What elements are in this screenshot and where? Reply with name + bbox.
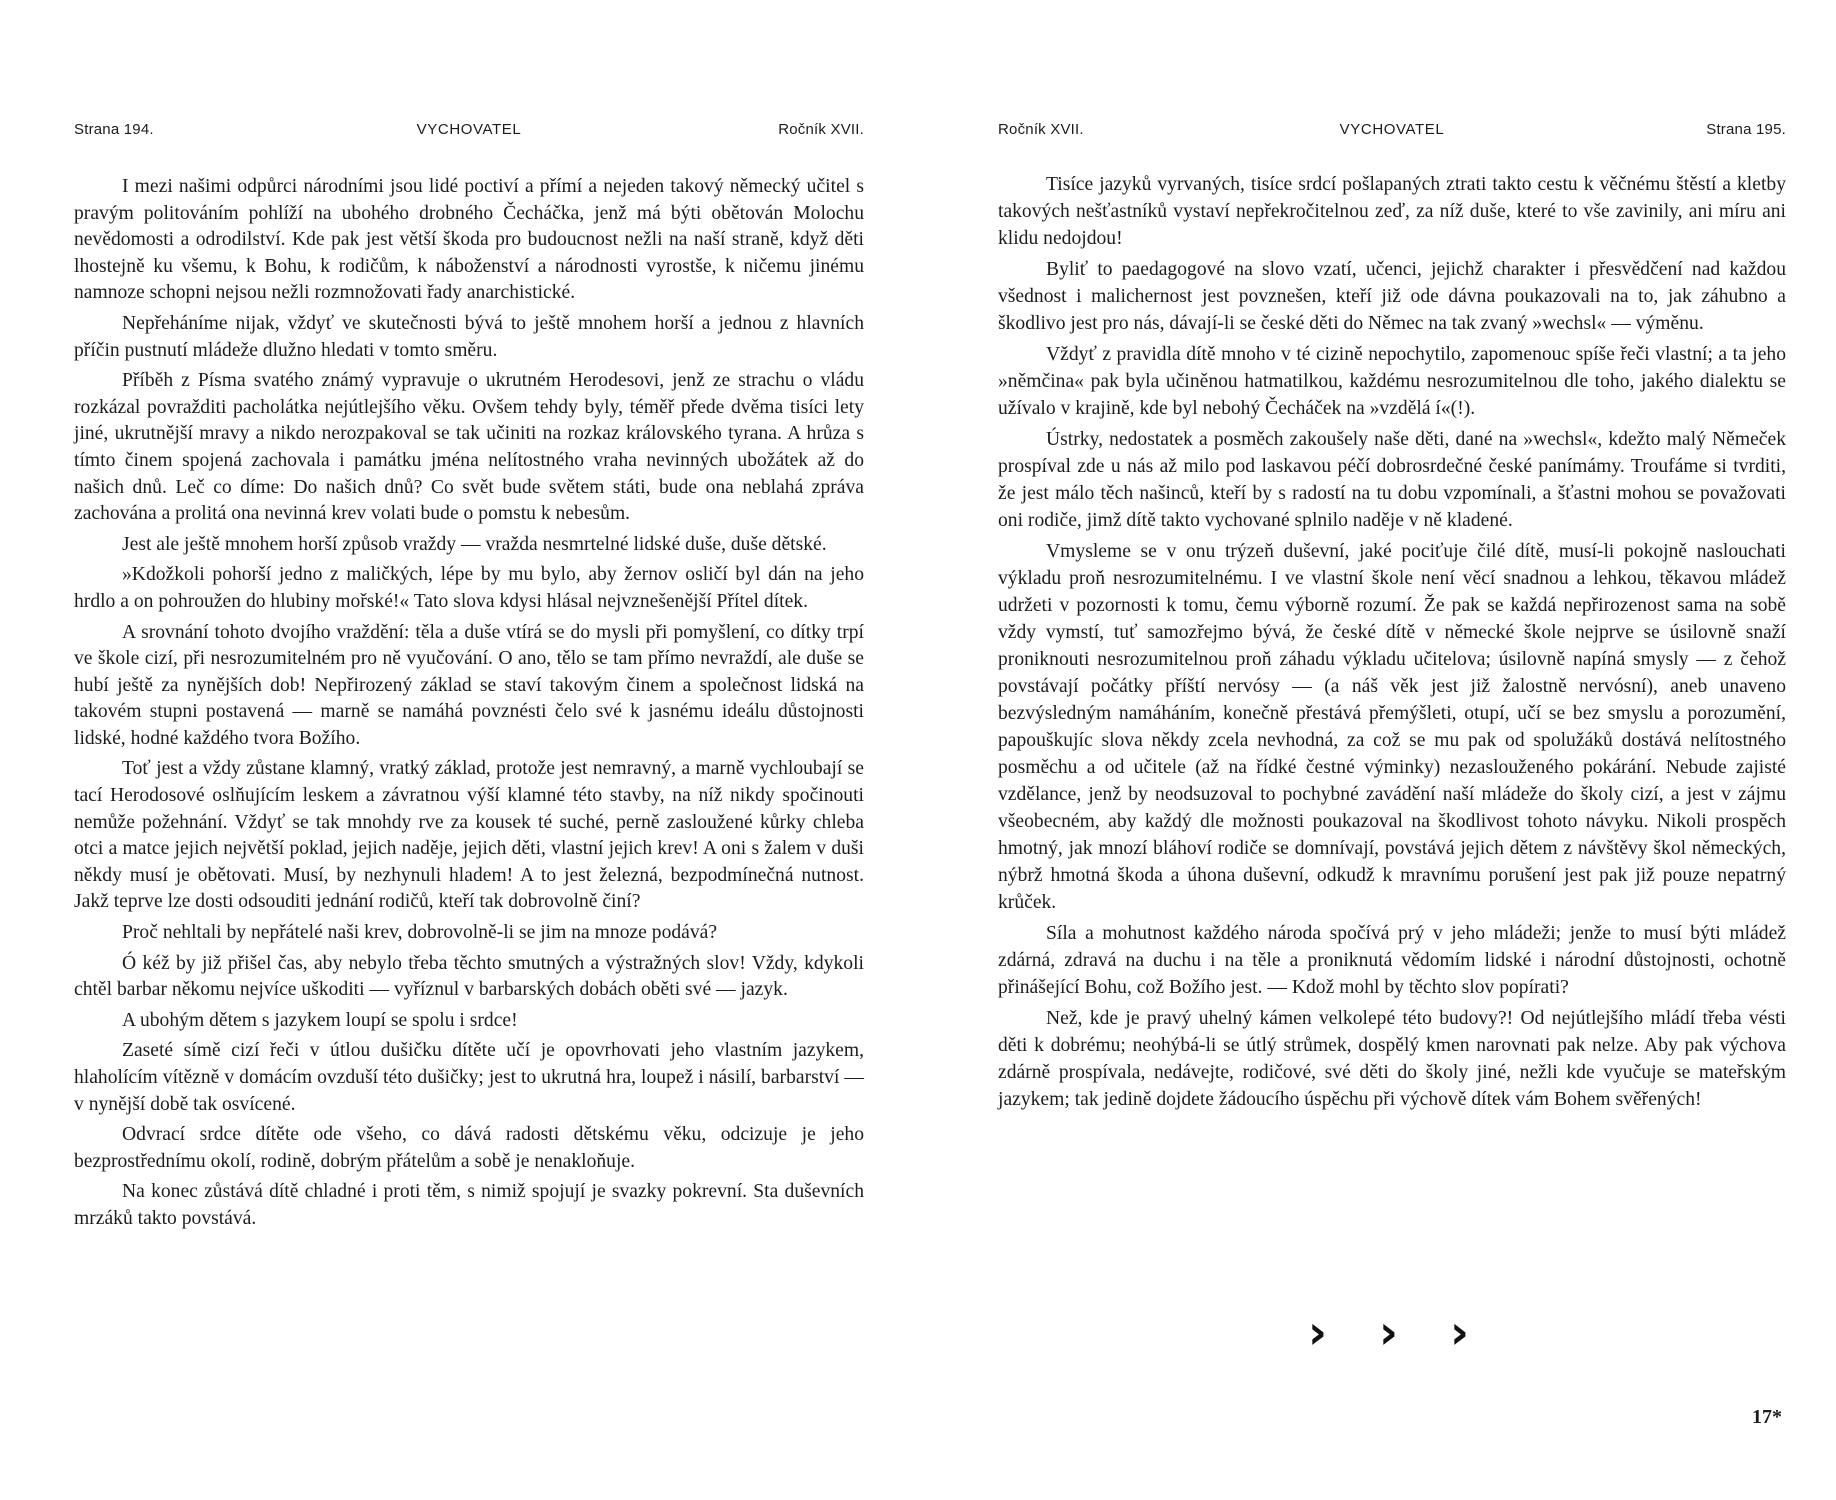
left-paragraph: Toť jest a vždy zůstane klamný, vratký základ, protože jest nemravný, a marně vychloubají se tací Herodosové oslňujícím leskem a závratnou výší klamné této stavby, na níž nikdy spočinouti nemůže požehnání. Vždyť se tak mnohdy rve za kousek té suché, perně zasloužené kůrky chleba otci a matce jejich největší poklad, jejich naděje, jejich děti, vlastní jejich krev! A oni s žalem v duši někdy musí je obětovati. Musí, by nezhynuli hladem! A to jest železná, bezpodmínečná nutnost. Jakž teprve lze dosti odsouditi jednání rodičů, kteří tak dobrovolně činí? [74,758,864,913]
left-body-text [74,174,864,1237]
left-volume: Ročník XVII. [778,121,864,138]
right-paragraph: Než, kde je pravý uhelný kámen velkolepé této budovy?! Od nejútlejšího mládí třeba vésti děti k dobrému; neohýbá-li se útlý strůmek, dospělý kmen narovnati pak nelze. Aby pak výchova zdárně prospívala, nedávejte, rodičové, své děti do školy jiné, nežli kde vyučuje se mateřským jazykem; tak jedině dojdete žádoucího úspěchu při výchově dítek vám Bohem svěřených! [998,1008,1786,1110]
right-paragraph: Tisíce jazyků vyrvaných, tisíce srdcí pošlapaných ztrati takto cestu k věčnému štěstí a kletby takových nešťastníků vystaví nepřekročitelnou zeď, za níž duše, které to vše zavinily, ani míru ani klidu nedojdou! [998,174,1786,249]
left-page-number: Strana 194. [74,121,154,138]
right-paragraph: Vždyť z pravidla dítě mnoho v té cizině nepochytilo, zapomenouc spíše řeči vlastní; a ta jeho »němčina« pak byla učiněnou hatmatilkou, každému nesrozumitelnou dle toho, jakého dialektu se užívalo v krajině, kde byl nebohý Čecháček na »vzdělá í«(!). [998,344,1786,419]
left-paragraph: I mezi našimi odpůrci národními jsou lidé poctiví a přímí a nejeden takový německý učitel s pravým politováním pohlíží na ubohého drobného Čecháčka, jenž má býti obětován Molochu nevědomosti a odrodilství. Kde pak jest větší škoda pro budoucnost nežli na naší straně, když děti lhostejně ku všemu, k Bohu, k rodičům, k náboženství a národnosti vyrostše, k ničemu jinému namnoze schopni nejsou nežli rozmnožovati řady anarchistické. [74,176,864,304]
right-journal-title: VYCHOVATEL [1339,121,1445,138]
right-page [918,0,1836,1500]
left-paragraph: Příběh z Písma svatého známý vypravuje o ukrutném Herodesovi, jenž ze strachu o vládu rozkázal povražditi pacholátka nejútlejšího věku. Ovšem tehdy byly, téměř přede dvěma tisíci lety jiné, ukrutnější mravy a nikdo nerozpakoval se tak učiniti na rozkaz královského tyrana. A hrůza s tímto činem spojená zachovala i památku jména nelítostného vraha nevinných ubožátek až do našich dnů. Leč co díme: Do našich dnů? Co svět bude světem státi, bude ona neblahá zpráva zachována a prolitá ona nevinná krev volati bude o pomstu k nebesům. [74,370,864,525]
right-volume: Ročník XVII. [998,121,1084,138]
left-paragraph: Jest ale ještě mnohem horší způsob vraždy — vražda nesmrtelné lidské duše, duše dětské. [122,533,827,555]
left-paragraph: Nepřeháníme nijak, vždyť ve skutečnosti bývá to ještě mnohem horší a jednou z hlavních příčin pustnutí mládeže dlužno hledati v tomto směru. [74,312,864,361]
left-paragraph: Na konec zůstává dítě chladné i proti těm, s nimiž spojují je svazky pokrevní. Sta duševních mrzáků takto povstává. [74,1181,864,1229]
right-paragraph: Ústrky, nedostatek a posměch zakoušely naše děti, dané na »wechsl«, kdežto malý Němeček prospíval zde u nás až milo pod laskavou péčí dobrosrdečné české panímámy. Troufáme si tvrditi, že jest málo těch našinců, kteří by s radostí na tu dobu vzpomínali, a šťastni mohou se považovati oni rodiče, jimž dítě takto vychované splnilo naděje v ně kladené. [998,429,1786,531]
left-paragraph: A srovnání tohoto dvojího vraždění: těla a duše vtírá se do mysli při pomyšlení, co dítky trpí ve škole cizí, při nesrozumitelném pro ně vyučování. O ano, tělo se tam přímo nevraždí, ale duše se hubí ještě za nynějších dob! Nepřirozený základ se staví takovým činem a společnost lidská na takovém stupni postavená — marně se namáhá povznésti čelo své k jasnému ideálu důstojnosti lidské, hodné každého tvora Božího. [74,621,864,749]
left-paragraph: »Kdožkoli pohorší jedno z maličkých, lépe by mu bylo, aby žernov osličí byl dán na jeho hrdlo a on pohroužen do hlubiny mořské!« Tato slova kdysi hlásal nejvznešenější Přítel dítek. [74,564,864,612]
left-paragraph: Zaseté símě cizí řeči v útlou dušičku dítěte učí je opovrhovati jeho vlastním jazykem, hlaholícím vítězně v domácím ovzduší této dušičky; jest to ukrutná hra, loupež i násilí, barbarství — v nynější době tak osvícené. [74,1040,864,1115]
left-running-head [74,121,864,145]
right-body-text [998,171,1786,1117]
right-page-number: Strana 195. [1706,121,1786,138]
left-paragraph: A ubohým dětem s jazykem loupí se spolu i srdce! [122,1009,518,1031]
right-paragraph: Byliť to paedagogové na slovo vzatí, učenci, jejichž charakter i přesvědčení nad každou všednost i malichernost jest povznešen, kteří již ode dávna poukazovali na to, jak záhubno a škodlivo jest pro nás, dávají-li se české děti do Němec na tak zvaný »wechsl« — výměnu. [998,259,1786,334]
right-running-head [998,121,1786,145]
left-paragraph: Ó kéž by již přišel čas, aby nebylo třeba těchto smutných a výstražných slov! Vždy, kdykoli chtěl barbar někomu nejvíce uškoditi — vyříznul v barbarských dobách oběti své — jazyk. [74,952,864,1001]
chevron-ornament-icon: › › › [1308,1305,1487,1359]
left-paragraph: Proč nehltali by nepřátelé naši krev, dobrovolně-li se jim na mnoze podává? [122,922,718,944]
right-paragraph: Síla a mohutnost každého národa spočívá prý v jeho mládeži; jenže to musí býti mládež zdárná, zdravá na duchu i na těle a proniknutá vědomím lidské i národní důstojnosti, ochotně přinášející Bohu, což Božího jest. — Kdož mohl by těchto slov popírati? [998,923,1786,998]
right-paragraph: Vmysleme se v onu trýzeň duševní, jaké pociťuje čilé dítě, musí-li pokojně naslouchati výkladu proň nesrozumitelnému. I ve vlastní škole není věcí snadnou a lehkou, těkavou mládež udržeti v pozornosti k tomu, čemu výborně rozumí. Že pak se každá nepřirozenost sama na sobě vždy vymstí, tuť samozřejmo bývá, že české dítě v německé škole nejprve se úsilovně snaží proniknouti nesrozumitelnou proň záhadu výkladu učitelova; úsilovně napíná smysly — z čehož povstávají počátky příští nervósy — (a náš věk jest již žalostně nervósní), aneb unaveno bezvýsledným namáháním, konečně přestává přemýšleti, otupí, učí se bez smyslu a porozumění, papouškujíc slova někdy zcela nevhodná, za což se mu pak od spolužáků dostává nelítostného posměchu a od učitele (až na řídké čestné výminky) nezaslouženého pokárání. Nebude zajisté vzdělance, jenž by neodsuzoval to pochybné zavádění naší mládeže do školy cizí, a jest v zájmu všeobecném, aby každý dle možnosti poukazoval na škodlivost tohoto návyku. Nikoli prospěch hmotný, jak mnozí bláhoví rodiče se domnívají, povstává jejich dětem z návštěvy škol německých, nýbrž hmotná škoda a úhona duševní, odkudž k mravnímu porušení jest pak již pouze nepatrný krůček. [998,541,1786,913]
left-paragraph: Odvrací srdce dítěte ode všeho, co dává radosti dětskému věku, odcizuje je jeho bezprostřednímu okolí, rodině, dobrým přátelům a sobě je nenakloňuje. [74,1124,864,1172]
left-journal-title: VYCHOVATEL [416,121,522,138]
signature-mark: 17* [1752,1406,1782,1428]
